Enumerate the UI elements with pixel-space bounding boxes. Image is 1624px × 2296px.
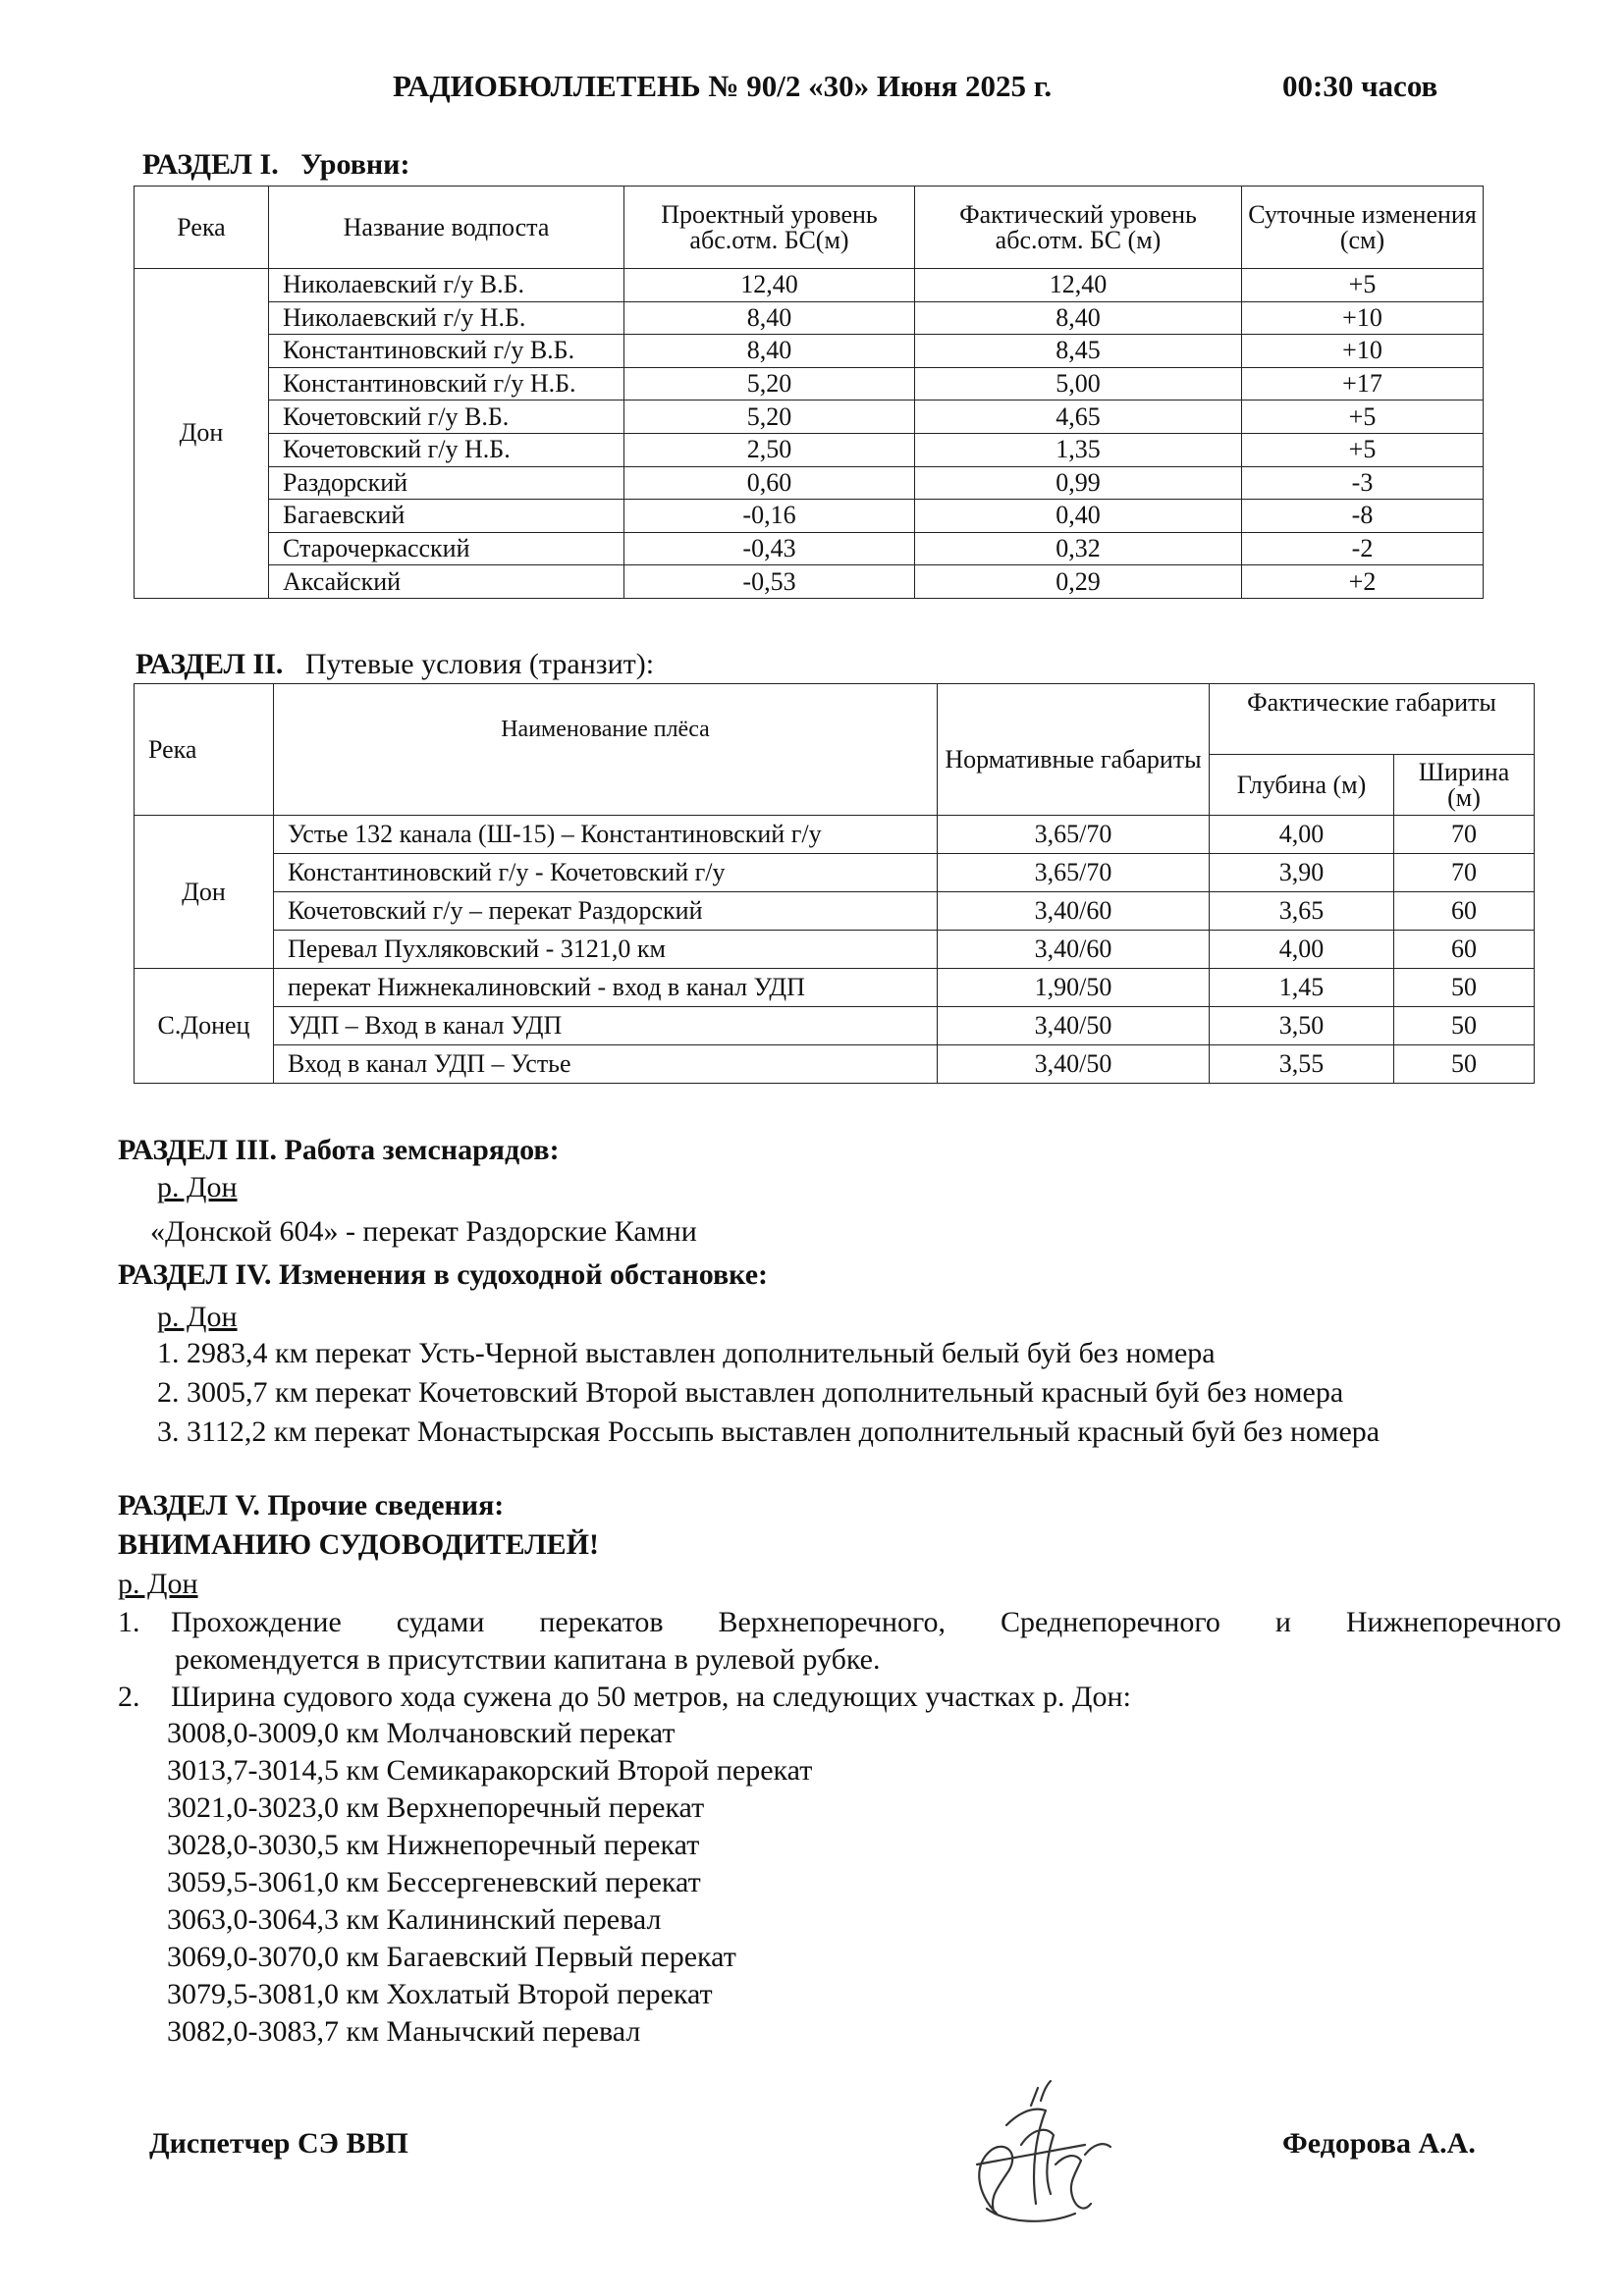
dispatcher-role: Диспетчер СЭ ВВП xyxy=(149,2127,408,2160)
section-4-river: р. Дон xyxy=(157,1301,238,1333)
transit-river-cell: С.Донец xyxy=(135,969,274,1084)
transit-width-cell: 60 xyxy=(1394,892,1535,931)
levels-station-name-cell: Багаевский xyxy=(269,500,624,533)
levels-daily-change-cell: -2 xyxy=(1242,532,1484,565)
document-title: РАДИОБЮЛЛЕТЕНЬ № 90/2 «30» Июня 2025 г. xyxy=(393,69,1053,103)
levels-design-level-cell: -0,53 xyxy=(624,565,915,599)
transit-stretch-name-cell: Константиновский г/у - Кочетовский г/у xyxy=(274,854,938,892)
section-2-title: Путевые условия (транзит): xyxy=(304,648,655,680)
transit-stretch-name-cell: УДП – Вход в канал УДП xyxy=(274,1007,938,1045)
transit-width-cell: 50 xyxy=(1394,1045,1535,1084)
levels-daily-change-cell: +5 xyxy=(1242,269,1484,302)
narrowed-segment: 3013,7-3014,5 км Семикаракорский Второй перекат xyxy=(167,1754,813,1787)
transit-norm-cell: 3,40/60 xyxy=(938,931,1210,969)
narrowed-segment: 3069,0-3070,0 км Багаевский Первый перекат xyxy=(167,1941,736,1973)
levels-design-level-cell: 5,20 xyxy=(624,400,915,434)
transit-depth-cell: 1,45 xyxy=(1210,969,1394,1007)
item-1-word: судами xyxy=(396,1606,485,1638)
levels-row xyxy=(135,532,1484,565)
levels-station-name-cell: Аксайский xyxy=(269,565,624,599)
transit-table xyxy=(134,683,1535,1084)
section-1-heading xyxy=(142,148,409,182)
levels-table xyxy=(134,186,1484,599)
transit-row xyxy=(135,969,1535,1007)
narrowed-segment: 3079,5-3081,0 км Хохлатый Второй перекат xyxy=(167,1978,713,2010)
transit-norm-cell: 3,65/70 xyxy=(938,816,1210,854)
transit-width-cell: 70 xyxy=(1394,854,1535,892)
transit-norm-cell: 3,40/60 xyxy=(938,892,1210,931)
transit-width-cell: 50 xyxy=(1394,969,1535,1007)
transit-depth-cell: 3,55 xyxy=(1210,1045,1394,1084)
levels-design-level-cell: -0,16 xyxy=(624,500,915,533)
section-5-river: р. Дон xyxy=(118,1568,198,1600)
levels-col-station: Название водпоста xyxy=(269,187,624,269)
section-5-item-2-text: Ширина судового хода сужена до 50 метров, на следующих участках р. Дон: xyxy=(171,1681,1131,1713)
transit-row xyxy=(135,816,1535,854)
levels-river-cell: Дон xyxy=(135,269,269,599)
transit-depth-cell: 4,00 xyxy=(1210,931,1394,969)
section-3-heading: РАЗДЕЛ III. Работа земснарядов: xyxy=(118,1134,560,1166)
levels-col-change: Суточные изменения (см) xyxy=(1242,187,1484,269)
transit-norm-cell: 3,40/50 xyxy=(938,1007,1210,1045)
transit-col-width: Ширина (м) xyxy=(1394,755,1535,816)
narrowed-segment: 3059,5-3061,0 км Бессергеневский перекат xyxy=(167,1866,701,1898)
levels-station-name-cell: Кочетовский г/у Н.Б. xyxy=(269,433,624,466)
transit-col-fact: Фактические габариты xyxy=(1210,684,1535,755)
transit-river-cell: Дон xyxy=(135,816,274,969)
levels-actual-level-cell: 0,99 xyxy=(915,466,1242,500)
levels-row xyxy=(135,433,1484,466)
narrowed-segment: 3021,0-3023,0 км Верхнепоречный перекат xyxy=(167,1791,705,1824)
levels-design-level-cell: 8,40 xyxy=(624,335,915,368)
section-3-river: р. Дон xyxy=(157,1171,238,1203)
levels-daily-change-cell: +5 xyxy=(1242,433,1484,466)
levels-design-level-cell: 5,20 xyxy=(624,367,915,400)
levels-design-level-cell: -0,43 xyxy=(624,532,915,565)
transit-col-river: Река xyxy=(135,684,274,816)
item-1-word: перекатов xyxy=(539,1606,664,1638)
levels-daily-change-cell: -8 xyxy=(1242,500,1484,533)
section-2-number: РАЗДЕЛ II. xyxy=(135,648,284,680)
section-4-item-2: 2. 3005,7 км перекат Кочетовский Второй выставлен дополнительный красный буй без номера xyxy=(157,1376,1344,1409)
levels-actual-level-cell: 8,45 xyxy=(915,335,1242,368)
levels-row xyxy=(135,367,1484,400)
transit-depth-cell: 4,00 xyxy=(1210,816,1394,854)
levels-station-name-cell: Раздорский xyxy=(269,466,624,500)
transit-width-cell: 60 xyxy=(1394,931,1535,969)
signature xyxy=(938,2076,1134,2238)
transit-norm-cell: 3,40/50 xyxy=(938,1045,1210,1084)
narrowed-segment: 3082,0-3083,7 км Манычский перевал xyxy=(167,2015,641,2048)
item-1-word: Нижнепоречного xyxy=(1345,1606,1561,1638)
item-1-word: Среднепоречного xyxy=(1001,1606,1220,1638)
levels-daily-change-cell: +10 xyxy=(1242,335,1484,368)
document-time: 00:30 часов xyxy=(1282,69,1438,103)
section-4-item-3: 3. 3112,2 км перекат Монастырская Россыпь выставлен дополнительный красный буй без номера xyxy=(157,1415,1380,1448)
section-2-heading xyxy=(135,648,654,681)
transit-stretch-name-cell: Кочетовский г/у – перекат Раздорский xyxy=(274,892,938,931)
levels-row xyxy=(135,565,1484,599)
levels-col-design: Проектный уровень абс.отм. БС(м) xyxy=(624,187,915,269)
transit-stretch-name-cell: Вход в канал УДП – Устье xyxy=(274,1045,938,1084)
transit-depth-cell: 3,65 xyxy=(1210,892,1394,931)
section-5-item-1-number: 1. xyxy=(118,1606,140,1638)
transit-row xyxy=(135,854,1535,892)
transit-norm-cell: 1,90/50 xyxy=(938,969,1210,1007)
levels-actual-level-cell: 4,65 xyxy=(915,400,1242,434)
section-4-heading: РАЗДЕЛ IV. Изменения в судоходной обстановке: xyxy=(118,1258,769,1291)
levels-design-level-cell: 12,40 xyxy=(624,269,915,302)
section-5-item-1-line-2: рекомендуется в присутствии капитана в рулевой рубке. xyxy=(175,1643,881,1676)
section-1-number: РАЗДЕЛ I. xyxy=(142,148,279,181)
section-5-item-2-number: 2. xyxy=(118,1681,140,1713)
levels-station-name-cell: Кочетовский г/у В.Б. xyxy=(269,400,624,434)
transit-row xyxy=(135,1007,1535,1045)
levels-actual-level-cell: 5,00 xyxy=(915,367,1242,400)
levels-actual-level-cell: 1,35 xyxy=(915,433,1242,466)
narrowed-segment: 3063,0-3064,3 км Калининский перевал xyxy=(167,1903,662,1936)
levels-daily-change-cell: +17 xyxy=(1242,367,1484,400)
levels-daily-change-cell: +10 xyxy=(1242,301,1484,335)
levels-row xyxy=(135,335,1484,368)
levels-design-level-cell: 8,40 xyxy=(624,301,915,335)
transit-col-stretch: Наименование плёса xyxy=(274,684,938,816)
levels-daily-change-cell: +5 xyxy=(1242,400,1484,434)
levels-station-name-cell: Николаевский г/у В.Б. xyxy=(269,269,624,302)
section-5-heading: РАЗДЕЛ V. Прочие сведения: xyxy=(118,1489,505,1522)
levels-station-name-cell: Старочеркасский xyxy=(269,532,624,565)
signature-graphic xyxy=(938,2076,1134,2233)
levels-row xyxy=(135,269,1484,302)
levels-station-name-cell: Константиновский г/у В.Б. xyxy=(269,335,624,368)
narrowed-segment: 3028,0-3030,5 км Нижнепоречный перекат xyxy=(167,1829,700,1861)
levels-actual-level-cell: 0,40 xyxy=(915,500,1242,533)
transit-row xyxy=(135,1045,1535,1084)
levels-row xyxy=(135,400,1484,434)
levels-design-level-cell: 0,60 xyxy=(624,466,915,500)
item-1-word: и xyxy=(1274,1606,1291,1638)
narrowed-segment: 3008,0-3009,0 км Молчановский перекат xyxy=(167,1717,676,1749)
transit-col-norm: Нормативные габариты xyxy=(938,684,1210,816)
levels-daily-change-cell: -3 xyxy=(1242,466,1484,500)
levels-daily-change-cell: +2 xyxy=(1242,565,1484,599)
transit-width-cell: 50 xyxy=(1394,1007,1535,1045)
transit-stretch-name-cell: Устье 132 канала (Ш-15) – Константиновский г/у xyxy=(274,816,938,854)
attention-heading: ВНИМАНИЮ СУДОВОДИТЕЛЕЙ! xyxy=(118,1528,599,1561)
levels-row xyxy=(135,301,1484,335)
transit-stretch-name-cell: перекат Нижнекалиновский - вход в канал УДП xyxy=(274,969,938,1007)
dispatcher-name: Федорова А.А. xyxy=(1282,2127,1476,2160)
section-3-dredger: «Донской 604» - перекат Раздорские Камни xyxy=(150,1215,697,1248)
levels-row xyxy=(135,466,1484,500)
item-1-word: Верхнепоречного, xyxy=(718,1606,947,1638)
levels-col-actual: Фактический уровень абс.отм. БС (м) xyxy=(915,187,1242,269)
levels-actual-level-cell: 12,40 xyxy=(915,269,1242,302)
levels-actual-level-cell: 0,29 xyxy=(915,565,1242,599)
section-1-title: Уровни: xyxy=(300,148,410,181)
levels-actual-level-cell: 8,40 xyxy=(915,301,1242,335)
item-1-word: Прохождение xyxy=(171,1606,342,1638)
transit-width-cell: 70 xyxy=(1394,816,1535,854)
narrowed-segments-list xyxy=(167,1715,812,2051)
levels-station-name-cell: Константиновский г/у Н.Б. xyxy=(269,367,624,400)
transit-row xyxy=(135,892,1535,931)
transit-norm-cell: 3,65/70 xyxy=(938,854,1210,892)
levels-station-name-cell: Николаевский г/у Н.Б. xyxy=(269,301,624,335)
levels-row xyxy=(135,500,1484,533)
section-4-item-1: 1. 2983,4 км перекат Усть-Черной выставлен дополнительный белый буй без номера xyxy=(157,1337,1216,1369)
transit-stretch-name-cell: Перевал Пухляковский - 3121,0 км xyxy=(274,931,938,969)
levels-design-level-cell: 2,50 xyxy=(624,433,915,466)
transit-row xyxy=(135,931,1535,969)
transit-depth-cell: 3,50 xyxy=(1210,1007,1394,1045)
transit-depth-cell: 3,90 xyxy=(1210,854,1394,892)
transit-col-depth: Глубина (м) xyxy=(1210,755,1394,816)
levels-col-river: Река xyxy=(135,187,269,269)
levels-actual-level-cell: 0,32 xyxy=(915,532,1242,565)
section-5-item-1-line-1 xyxy=(171,1606,1561,1639)
